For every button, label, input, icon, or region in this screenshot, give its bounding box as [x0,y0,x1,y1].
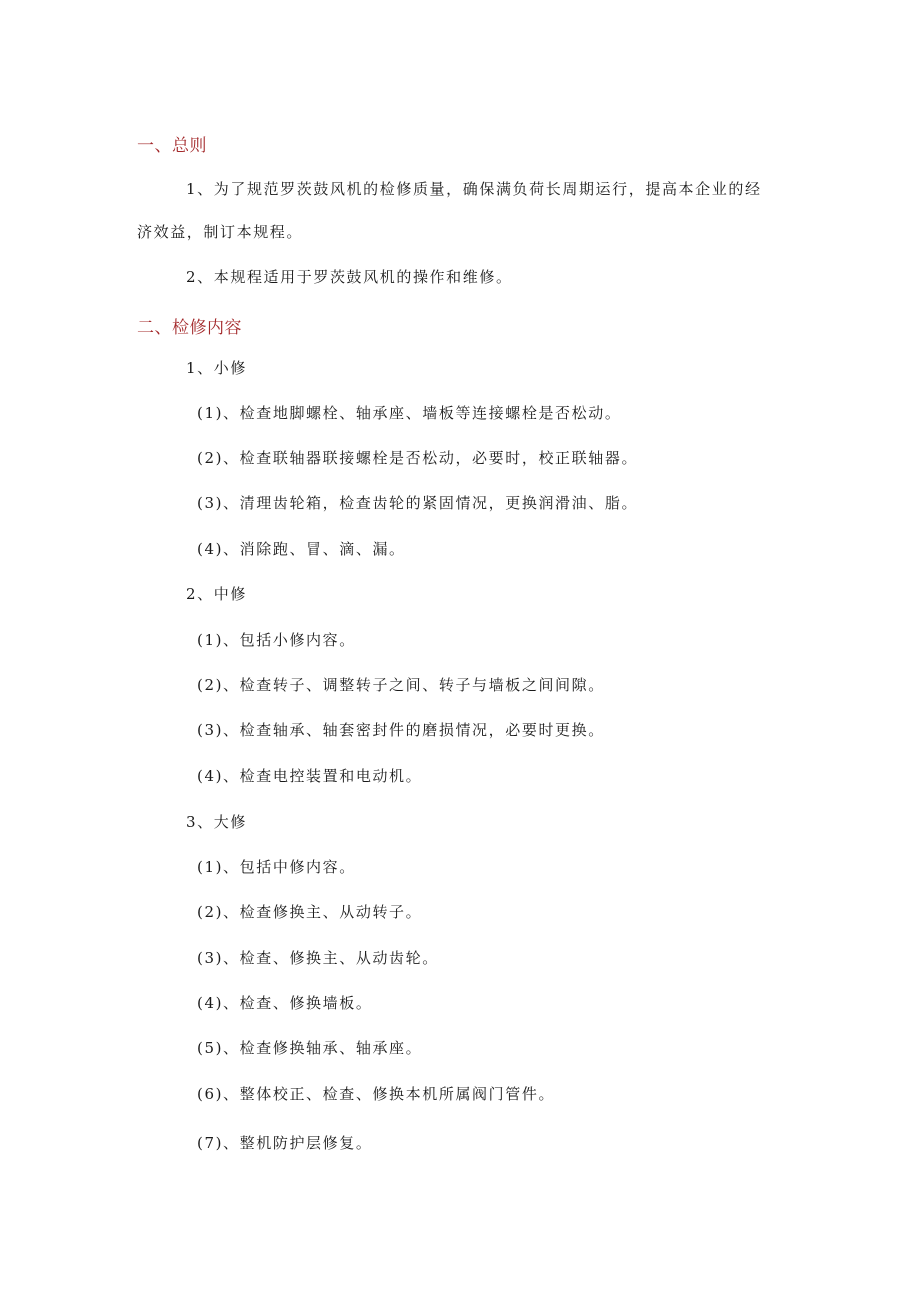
major-repair-item-4: (4)、检查、修换墙板。 [197,994,373,1012]
minor-repair-item-2: (2)、检查联轴器联接螺栓是否松动，必要时，校正联轴器。 [197,449,639,467]
major-repair-item-2: (2)、检查修换主、从动转子。 [197,903,423,921]
medium-repair-item-4: (4)、检查电控装置和电动机。 [197,767,423,785]
medium-repair-item-1: (1)、包括小修内容。 [197,631,356,649]
group-title-major-repair: 3、大修 [186,813,247,831]
general-paragraph-1-continued: 济效益，制订本规程。 [137,223,304,241]
general-paragraph-2: 2、本规程适用于罗茨鼓风机的操作和维修。 [186,268,513,286]
minor-repair-item-1: (1)、检查地脚螺栓、轴承座、墙板等连接螺栓是否松动。 [197,404,622,422]
general-paragraph-1: 1、为了规范罗茨鼓风机的检修质量，确保满负荷长周期运行，提高本企业的经 [186,180,762,198]
major-repair-item-1: (1)、包括中修内容。 [197,858,356,876]
group-title-minor-repair: 1、小修 [186,359,247,377]
major-repair-item-6: (6)、整体校正、检查、修换本机所属阀门管件。 [197,1085,556,1103]
section-heading-maintenance: 二、检修内容 [137,318,242,338]
minor-repair-item-3: (3)、清理齿轮箱，检查齿轮的紧固情况，更换润滑油、脂。 [197,494,639,512]
medium-repair-item-2: (2)、检查转子、调整转子之间、转子与墙板之间间隙。 [197,676,605,694]
major-repair-item-3: (3)、检查、修换主、从动齿轮。 [197,949,439,967]
section-heading-general: 一、总则 [137,136,207,156]
medium-repair-item-3: (3)、检查轴承、轴套密封件的磨损情况，必要时更换。 [197,721,605,739]
major-repair-item-7: (7)、整机防护层修复。 [197,1134,373,1152]
major-repair-item-5: (5)、检查修换轴承、轴承座。 [197,1039,423,1057]
group-title-medium-repair: 2、中修 [186,585,247,603]
minor-repair-item-4: (4)、消除跑、冒、滴、漏。 [197,540,406,558]
